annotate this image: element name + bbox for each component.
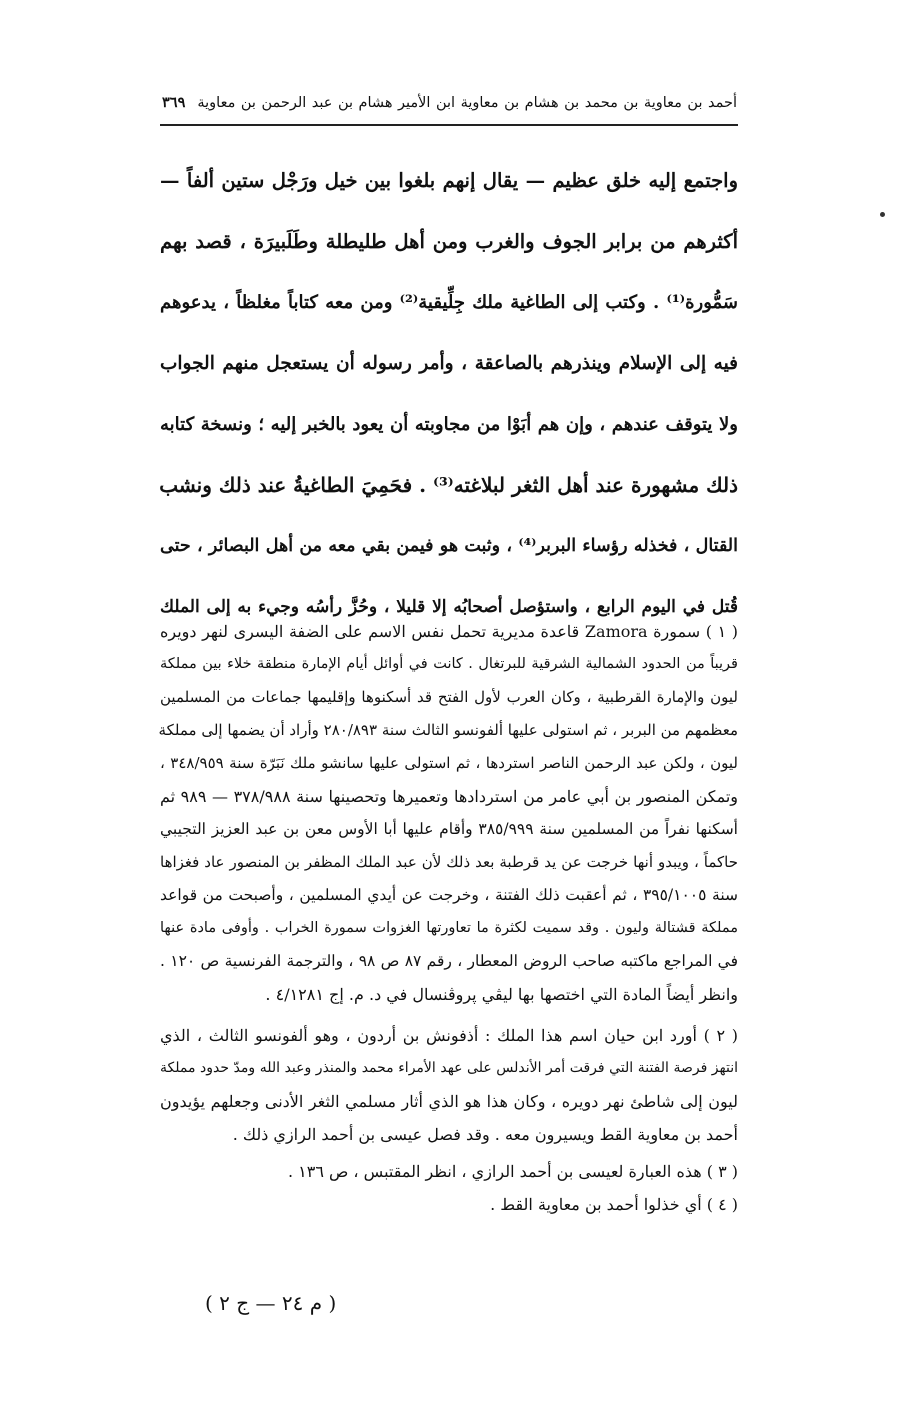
- main-text-line: أكثرهم من برابر الجوف والغرب ومن أهل طليطلة وطَلَبيرَة ، قصد بهم: [160, 230, 738, 253]
- footnote-2-line: ليون إلى شاطئ نهر دويره ، وكان هذا هو الذي أثار مسلمي الثغر الأدنى وجعلهم يؤيدون: [160, 1092, 738, 1111]
- footnote-2-line: انتهز فرصة الفتنة التي فرقت أمر الأندلس على عهد الأمراء محمد والمنذر وعبد الله ومدّ حدود مملكة: [160, 1060, 738, 1076]
- running-head-title: أحمد بن معاوية بن محمد بن هشام بن معاوية ابن الأمير هشام بن عبد الرحمن بن معاوية: [197, 95, 737, 111]
- margin-dot: [880, 212, 885, 217]
- main-text-line: سَمُّورة⁽¹⁾ . وكتب إلى الطاغية ملك جِلِّيقية⁽²⁾ ومن معه كتاباً مغلظاً ، يدعوهم: [160, 292, 739, 313]
- footnote-2-line: أحمد بن معاوية القط ويسيرون معه . وقد فصل عيسى بن أحمد الرازي ذلك .: [232, 1125, 738, 1144]
- footnote-1-line: قريباً من الحدود الشمالية الشرقية للبرتغال . كانت في أوائل أيام الإمارة منطقة خلاء بين مملكة: [160, 656, 738, 672]
- main-text-line: قُتل في اليوم الرابع ، واستؤصل أصحابُه إلا قليلا ، وحُزَّ رأسُه وجيء به إلى الملك: [160, 597, 738, 617]
- main-text-line: القتال ، فخذله رؤساء البربر⁽⁴⁾ ، وثبت هو فيمن بقي معه من أهل البصائر ، حتى: [160, 536, 738, 556]
- footnote-spacer: [160, 1011, 738, 1019]
- footnote-1-line: أسكنها نفراً من المسلمين سنة ٣٨٥/٩٩٩ وأقام عليها أبا الأوس معن بن عبد العزيز التجيبي: [160, 820, 738, 838]
- signature-mark: ( م ٢٤ — ج ٢ ): [205, 1291, 337, 1315]
- header-rule: [160, 124, 738, 126]
- main-text-line: ذلك مشهورة عند أهل الثغر لبلاغته⁽³⁾ . فحَمِيَ الطاغيةُ عند ذلك ونشب: [159, 473, 738, 497]
- page-number: ٣٦٩: [162, 94, 186, 111]
- main-text-line: واجتمع إليه خلق عظيم — يقال إنهم بلغوا بين خيل ورَجْل ستين ألفاً —: [160, 169, 738, 192]
- footnote-1-line: ( ١ ) سمورة Zamora قاعدة مديرية تحمل نفس الاسم على الضفة اليسرى لنهر دويره: [160, 622, 739, 641]
- footnote-1-line: حاكماً ، ويبدو أنها خرجت عن يد قرطبة بعد ذلك لأن عبد الملك المظفر بن المنصور عاد فغزاها: [160, 853, 738, 871]
- footnote-1-line: مملكة قشتالة وليون . وقد سميت لكثرة ما تعاورتها الغزوات سمورة الخراب . وأوفى مادة عنها: [160, 920, 738, 936]
- footnote-1-line: معظمهم من البربر ، ثم استولى عليها ألفونسو الثالث سنة ٢٨٠/٨٩٣ وأراد أن يضمها إلى مملكة: [158, 721, 738, 739]
- footnote-2-line: ( ٢ ) أورد ابن حيان اسم هذا الملك : أذفونش بن أردون ، وهو ألفونسو الثالث ، الذي: [160, 1026, 738, 1045]
- main-text-line: فيه إلى الإسلام وينذرهم بالصاعقة ، وأمر رسوله أن يستعجل منهم الجواب: [160, 353, 738, 374]
- footnote-1-line: في المراجع ماكتبه صاحب الروض المعطار ، رقم ٨٧ ص ٩٨ ، والترجمة الفرنسية ص ١٢٠ .: [160, 952, 739, 970]
- footnotes: [160, 615, 738, 1221]
- running-head: [162, 86, 737, 120]
- footnote-1-line: ليون والإمارة القرطبية ، وكان العرب لأول الفتح قد أسكنوها وإقليمها جماعات من المسلمين: [160, 688, 738, 706]
- footnote-1-line: سنة ٣٩٥/١٠٠٥ ، ثم أعقبت ذلك الفتنة ، وخرجت عن أيدي المسلمين ، وأصبحت من قواعد: [160, 886, 738, 904]
- footnote-1-line: وتمكن المنصور بن أبي عامر من استردادها وتعميرها وتحصينها سنة ٣٧٨/٩٨٨ — ٩٨٩ ثم: [160, 787, 739, 806]
- main-text-line: ولا يتوقف عندهم ، وإن هم أبَوْا من مجاوبته أن يعود بالخبر إليه ؛ ونسخة كتابه: [160, 414, 738, 435]
- footnote-1-line: ليون ، ولكن عبد الرحمن الناصر استردها ، ثم استولى عليها سانشو ملك نَبَرّة سنة ٣٤٨/٩٥٩ ،: [160, 754, 738, 772]
- footnote-1-line: وانظر أيضاً المادة التي اختصها بها ليڤي پروڤنسال في د. م. إج ٤/١٢٨١ .: [265, 985, 738, 1004]
- footnote-4: ( ٤ ) أي خذلوا أحمد بن معاوية القط .: [490, 1195, 738, 1214]
- main-text: [160, 150, 738, 638]
- footnote-3: ( ٣ ) هذه العبارة لعيسى بن أحمد الرازي ، انظر المقتبس ، ص ١٣٦ .: [287, 1162, 738, 1181]
